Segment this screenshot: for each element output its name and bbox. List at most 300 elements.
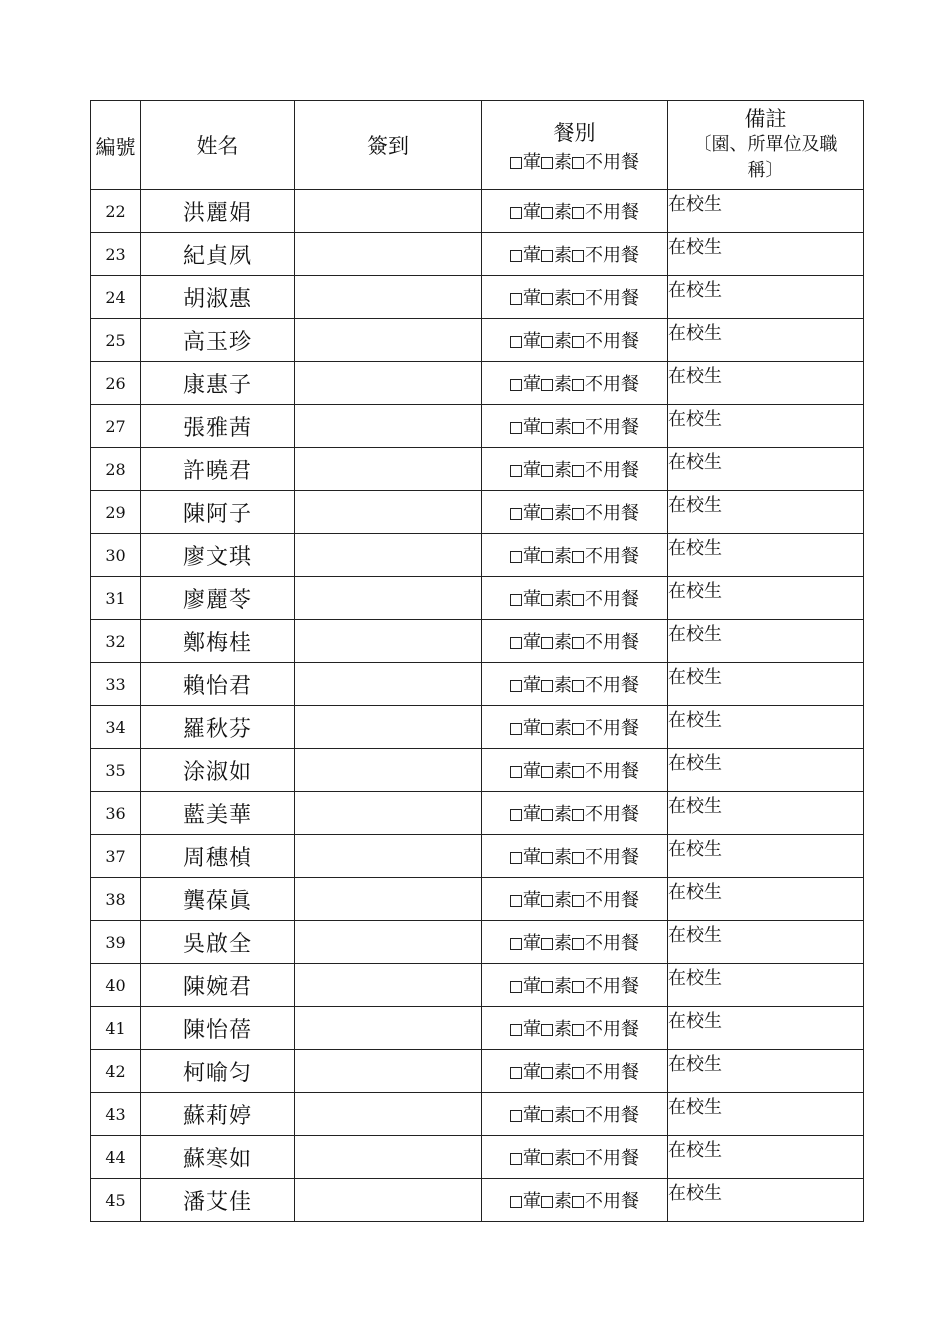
- row-note: 在校生: [668, 878, 864, 921]
- row-name: 陳婉君: [141, 964, 295, 1007]
- meal-option-label: 葷: [523, 245, 541, 266]
- checkbox-icon[interactable]: [572, 422, 584, 434]
- signature-field[interactable]: [295, 1007, 482, 1050]
- meal-option-meat[interactable]: [510, 976, 541, 997]
- checkbox-icon[interactable]: [541, 551, 553, 563]
- checkbox-icon[interactable]: [572, 723, 584, 735]
- table-row: [91, 534, 864, 577]
- meal-choice: [482, 921, 668, 964]
- meal-option-vegetarian[interactable]: [541, 503, 572, 524]
- checkbox-icon[interactable]: [510, 1153, 522, 1165]
- signature-field[interactable]: [295, 1136, 482, 1179]
- meal-option-label: 素: [554, 374, 572, 395]
- checkbox-icon[interactable]: [541, 1110, 553, 1122]
- meal-option-none[interactable]: [572, 847, 639, 868]
- meal-option-label: 素: [554, 288, 572, 309]
- meal-choice: [482, 577, 668, 620]
- meal-option-label: 葷: [523, 1191, 541, 1212]
- meal-option-label: 葷: [523, 976, 541, 997]
- meal-option-none[interactable]: [572, 245, 639, 266]
- checkbox-icon[interactable]: [572, 852, 584, 864]
- header-number: 編號: [91, 101, 141, 190]
- header-note: [668, 101, 864, 190]
- meal-option-none[interactable]: [572, 1062, 639, 1083]
- meal-choice: [482, 1179, 668, 1222]
- meal-option-label: 葷: [523, 718, 541, 739]
- row-number: 42: [91, 1050, 141, 1093]
- meal-option-label: 素: [554, 675, 572, 696]
- meal-option-label: 素: [554, 1105, 572, 1126]
- meal-option-label: 素: [554, 933, 572, 954]
- checkbox-icon[interactable]: [572, 250, 584, 262]
- meal-option-vegetarian[interactable]: [541, 374, 572, 395]
- row-note: 在校生: [668, 1007, 864, 1050]
- meal-choice: [482, 190, 668, 233]
- meal-option-meat[interactable]: [510, 374, 541, 395]
- checkbox-icon[interactable]: [541, 852, 553, 864]
- meal-option-label: 葷: [523, 632, 541, 653]
- meal-option-label: 素: [554, 804, 572, 825]
- meal-option-label: 素: [554, 245, 572, 266]
- checkbox-icon[interactable]: [572, 1153, 584, 1165]
- meal-option-label: 葷: [523, 761, 541, 782]
- meal-choice: [482, 835, 668, 878]
- meal-option-label: 葷: [523, 890, 541, 911]
- row-note: 在校生: [668, 362, 864, 405]
- signature-field[interactable]: [295, 835, 482, 878]
- meal-option-meat[interactable]: [510, 1105, 541, 1126]
- table-row: [91, 491, 864, 534]
- row-note: 在校生: [668, 964, 864, 1007]
- checkbox-icon[interactable]: [510, 379, 522, 391]
- meal-option-vegetarian[interactable]: [541, 331, 572, 352]
- meal-option-vegetarian[interactable]: [541, 1019, 572, 1040]
- meal-option-vegetarian[interactable]: [541, 589, 572, 610]
- meal-choice: [482, 620, 668, 663]
- row-note: 在校生: [668, 1050, 864, 1093]
- meal-option-meat[interactable]: [510, 804, 541, 825]
- checkbox-icon[interactable]: [541, 1024, 553, 1036]
- meal-option-label: 素: [554, 976, 572, 997]
- checkbox-icon[interactable]: [510, 766, 522, 778]
- meal-option-label: 不用餐: [585, 675, 639, 696]
- meal-option-vegetarian[interactable]: [541, 976, 572, 997]
- meal-option-label: 葷: [523, 417, 541, 438]
- signature-field[interactable]: [295, 233, 482, 276]
- meal-option-label: 素: [554, 546, 572, 567]
- row-number: 41: [91, 1007, 141, 1050]
- meal-option-none[interactable]: [572, 1019, 639, 1040]
- meal-option-label: 素: [554, 890, 572, 911]
- meal-option-vegetarian[interactable]: [541, 675, 572, 696]
- meal-choice: [482, 1007, 668, 1050]
- signature-field[interactable]: [295, 1050, 482, 1093]
- row-note: 在校生: [668, 534, 864, 577]
- meal-option-label: 不用餐: [585, 1191, 639, 1212]
- meal-option-vegetarian[interactable]: [541, 761, 572, 782]
- row-note: 在校生: [668, 233, 864, 276]
- meal-option-label: 素: [554, 1062, 572, 1083]
- header-sign-in: 簽到: [295, 101, 482, 190]
- checkbox-icon[interactable]: [510, 938, 522, 950]
- table-row: [91, 921, 864, 964]
- table-row: [91, 577, 864, 620]
- row-number: 44: [91, 1136, 141, 1179]
- row-note: 在校生: [668, 448, 864, 491]
- checkbox-icon[interactable]: [572, 981, 584, 993]
- meal-choice: [482, 1050, 668, 1093]
- meal-option-meat[interactable]: [510, 417, 541, 438]
- checkbox-icon[interactable]: [541, 336, 553, 348]
- meal-option-label: 不用餐: [585, 503, 639, 524]
- meal-choice: [482, 964, 668, 1007]
- checkbox-icon[interactable]: [572, 508, 584, 520]
- checkbox-icon[interactable]: [541, 422, 553, 434]
- row-name: 吳啟全: [141, 921, 295, 964]
- table-row: [91, 663, 864, 706]
- meal-option-none[interactable]: [572, 202, 639, 223]
- signature-field[interactable]: [295, 190, 482, 233]
- signature-field[interactable]: [295, 663, 482, 706]
- meal-option-label: 不用餐: [585, 1019, 639, 1040]
- meal-choice: [482, 749, 668, 792]
- checkbox-icon[interactable]: [572, 1110, 584, 1122]
- row-note: 在校生: [668, 319, 864, 362]
- row-name: 賴怡君: [141, 663, 295, 706]
- row-number: 26: [91, 362, 141, 405]
- checkbox-icon[interactable]: [541, 1067, 553, 1079]
- row-number: 34: [91, 706, 141, 749]
- checkbox-icon[interactable]: [510, 981, 522, 993]
- checkbox-icon[interactable]: [541, 895, 553, 907]
- signature-field[interactable]: [295, 1179, 482, 1222]
- row-name: 潘艾佳: [141, 1179, 295, 1222]
- checkbox-icon[interactable]: [510, 1024, 522, 1036]
- checkbox-icon[interactable]: [510, 680, 522, 692]
- header-meal-options: [482, 150, 667, 176]
- row-number: 22: [91, 190, 141, 233]
- checkbox-icon[interactable]: [510, 637, 522, 649]
- meal-option-vegetarian[interactable]: [541, 1148, 572, 1169]
- meal-option-none[interactable]: [572, 331, 639, 352]
- meal-option-label: 不用餐: [585, 546, 639, 567]
- signature-field[interactable]: [295, 964, 482, 1007]
- roster-table: [90, 100, 864, 1222]
- meal-option-meat[interactable]: [510, 890, 541, 911]
- checkbox-icon[interactable]: [510, 207, 522, 219]
- meal-option-meat[interactable]: [510, 933, 541, 954]
- checkbox-icon[interactable]: [572, 336, 584, 348]
- meal-choice: [482, 276, 668, 319]
- checkbox-icon[interactable]: [541, 723, 553, 735]
- meal-option-meat[interactable]: [510, 1191, 541, 1212]
- checkbox-icon[interactable]: [572, 1024, 584, 1036]
- checkbox-icon[interactable]: [572, 1067, 584, 1079]
- row-name: 羅秋芬: [141, 706, 295, 749]
- checkbox-icon[interactable]: [541, 250, 553, 262]
- row-name: 許曉君: [141, 448, 295, 491]
- meal-option-none[interactable]: [572, 804, 639, 825]
- table-row: [91, 964, 864, 1007]
- header-meal-option-vegetarian: 素: [541, 152, 572, 173]
- meal-option-label: 不用餐: [585, 1062, 639, 1083]
- meal-option-none[interactable]: [572, 503, 639, 524]
- checkbox-icon[interactable]: [541, 766, 553, 778]
- row-note: 在校生: [668, 1136, 864, 1179]
- header-meal-title: 餐別: [553, 121, 596, 145]
- row-number: 33: [91, 663, 141, 706]
- signature-field[interactable]: [295, 577, 482, 620]
- meal-option-vegetarian[interactable]: [541, 417, 572, 438]
- meal-option-label: 不用餐: [585, 1105, 639, 1126]
- meal-option-none[interactable]: [572, 933, 639, 954]
- meal-option-meat[interactable]: [510, 761, 541, 782]
- meal-option-vegetarian[interactable]: [541, 460, 572, 481]
- signature-field[interactable]: [295, 620, 482, 663]
- checkbox-icon[interactable]: [541, 680, 553, 692]
- checkbox-icon[interactable]: [541, 379, 553, 391]
- meal-choice: [482, 663, 668, 706]
- meal-option-vegetarian[interactable]: [541, 245, 572, 266]
- checkbox-icon[interactable]: [510, 422, 522, 434]
- row-number: 38: [91, 878, 141, 921]
- header-row: [91, 101, 864, 190]
- meal-option-vegetarian[interactable]: [541, 202, 572, 223]
- meal-option-meat[interactable]: [510, 245, 541, 266]
- meal-option-vegetarian[interactable]: [541, 1105, 572, 1126]
- meal-option-meat[interactable]: [510, 1019, 541, 1040]
- meal-option-none[interactable]: [572, 1105, 639, 1126]
- meal-option-none[interactable]: [572, 761, 639, 782]
- row-note: 在校生: [668, 405, 864, 448]
- table-row: [91, 190, 864, 233]
- row-number: 27: [91, 405, 141, 448]
- signature-field[interactable]: [295, 921, 482, 964]
- meal-option-meat[interactable]: [510, 546, 541, 567]
- row-name: 洪麗娟: [141, 190, 295, 233]
- meal-option-none[interactable]: [572, 976, 639, 997]
- meal-option-label: 素: [554, 1019, 572, 1040]
- meal-option-meat[interactable]: [510, 288, 541, 309]
- checkbox-icon[interactable]: [572, 680, 584, 692]
- checkbox-icon[interactable]: [541, 293, 553, 305]
- table-row: [91, 233, 864, 276]
- row-name: 廖文琪: [141, 534, 295, 577]
- checkbox-icon[interactable]: [541, 981, 553, 993]
- signature-field[interactable]: [295, 792, 482, 835]
- checkbox-icon[interactable]: [510, 465, 522, 477]
- checkbox-icon[interactable]: [541, 637, 553, 649]
- meal-option-vegetarian[interactable]: [541, 1062, 572, 1083]
- table-row: [91, 405, 864, 448]
- signature-field[interactable]: [295, 534, 482, 577]
- meal-option-label: 葷: [523, 1148, 541, 1169]
- meal-choice: [482, 319, 668, 362]
- checkbox-icon[interactable]: [510, 293, 522, 305]
- meal-option-meat[interactable]: [510, 847, 541, 868]
- meal-option-none[interactable]: [572, 460, 639, 481]
- meal-option-vegetarian[interactable]: [541, 847, 572, 868]
- meal-option-label: 素: [554, 589, 572, 610]
- meal-option-label: 葷: [523, 847, 541, 868]
- meal-option-none[interactable]: [572, 288, 639, 309]
- checkbox-icon[interactable]: [541, 207, 553, 219]
- meal-option-vegetarian[interactable]: [541, 890, 572, 911]
- checkbox-icon[interactable]: [510, 1110, 522, 1122]
- meal-option-label: 不用餐: [585, 331, 639, 352]
- meal-choice: [482, 1093, 668, 1136]
- roster-body: [91, 190, 864, 1222]
- meal-option-none[interactable]: [572, 417, 639, 438]
- meal-option-none[interactable]: [572, 374, 639, 395]
- meal-option-meat[interactable]: [510, 1062, 541, 1083]
- meal-option-none[interactable]: [572, 1191, 639, 1212]
- row-number: 32: [91, 620, 141, 663]
- signature-field[interactable]: [295, 749, 482, 792]
- meal-option-meat[interactable]: [510, 460, 541, 481]
- meal-option-label: 不用餐: [585, 288, 639, 309]
- checkbox-icon[interactable]: [510, 594, 522, 606]
- checkbox-icon[interactable]: [510, 250, 522, 262]
- meal-option-meat[interactable]: [510, 331, 541, 352]
- meal-option-none[interactable]: [572, 675, 639, 696]
- checkbox-icon[interactable]: [572, 766, 584, 778]
- table-row: [91, 319, 864, 362]
- meal-option-none[interactable]: [572, 589, 639, 610]
- checkbox-icon[interactable]: [541, 594, 553, 606]
- signature-field[interactable]: [295, 319, 482, 362]
- row-name: 涂淑如: [141, 749, 295, 792]
- row-name: 藍美華: [141, 792, 295, 835]
- meal-option-label: 葷: [523, 1105, 541, 1126]
- meal-option-label: 不用餐: [585, 374, 639, 395]
- signature-field[interactable]: [295, 878, 482, 921]
- meal-option-vegetarian[interactable]: [541, 288, 572, 309]
- table-row: [91, 792, 864, 835]
- row-number: 35: [91, 749, 141, 792]
- checkbox-icon[interactable]: [510, 723, 522, 735]
- table-row: [91, 1050, 864, 1093]
- meal-option-meat[interactable]: [510, 675, 541, 696]
- meal-option-label: 葷: [523, 589, 541, 610]
- table-row: [91, 620, 864, 663]
- checkbox-icon[interactable]: [541, 1196, 553, 1208]
- signature-field[interactable]: [295, 491, 482, 534]
- checkbox-icon[interactable]: [572, 1196, 584, 1208]
- meal-option-label: 葷: [523, 1019, 541, 1040]
- signature-field[interactable]: [295, 1093, 482, 1136]
- meal-option-meat[interactable]: [510, 632, 541, 653]
- table-row: [91, 1179, 864, 1222]
- meal-option-label: 不用餐: [585, 804, 639, 825]
- checkbox-icon[interactable]: [572, 207, 584, 219]
- signature-field[interactable]: [295, 362, 482, 405]
- row-name: 陳阿子: [141, 491, 295, 534]
- checkbox-icon[interactable]: [572, 895, 584, 907]
- checkbox-icon[interactable]: [510, 852, 522, 864]
- checkbox-icon[interactable]: [541, 465, 553, 477]
- row-note: 在校生: [668, 190, 864, 233]
- meal-option-none[interactable]: [572, 890, 639, 911]
- checkbox-icon[interactable]: [572, 594, 584, 606]
- meal-option-label: 素: [554, 1191, 572, 1212]
- meal-option-label: 葷: [523, 202, 541, 223]
- checkbox-icon[interactable]: [510, 551, 522, 563]
- checkbox-icon[interactable]: [541, 1153, 553, 1165]
- meal-option-none[interactable]: [572, 632, 639, 653]
- meal-option-meat[interactable]: [510, 589, 541, 610]
- table-row: [91, 1136, 864, 1179]
- checkbox-icon[interactable]: [572, 379, 584, 391]
- checkbox-icon[interactable]: [510, 1067, 522, 1079]
- meal-option-vegetarian[interactable]: [541, 718, 572, 739]
- row-name: 蘇寒如: [141, 1136, 295, 1179]
- meal-option-label: 素: [554, 847, 572, 868]
- checkbox-icon[interactable]: [572, 465, 584, 477]
- meal-option-meat[interactable]: [510, 503, 541, 524]
- meal-option-label: 素: [554, 417, 572, 438]
- checkbox-icon[interactable]: [510, 508, 522, 520]
- checkbox-icon[interactable]: [572, 293, 584, 305]
- checkbox-icon[interactable]: [510, 336, 522, 348]
- meal-option-label: 不用餐: [585, 589, 639, 610]
- checkbox-icon[interactable]: [541, 938, 553, 950]
- meal-option-label: 葷: [523, 503, 541, 524]
- meal-option-meat[interactable]: [510, 1148, 541, 1169]
- meal-option-vegetarian[interactable]: [541, 546, 572, 567]
- checkbox-icon[interactable]: [572, 637, 584, 649]
- meal-option-vegetarian[interactable]: [541, 933, 572, 954]
- checkbox-icon[interactable]: [572, 551, 584, 563]
- checkbox-icon[interactable]: [510, 1196, 522, 1208]
- checkbox-icon[interactable]: [572, 809, 584, 821]
- meal-choice: [482, 362, 668, 405]
- meal-option-vegetarian[interactable]: [541, 804, 572, 825]
- checkbox-icon[interactable]: [541, 508, 553, 520]
- checkbox-icon[interactable]: [572, 938, 584, 950]
- row-name: 康惠子: [141, 362, 295, 405]
- signature-field[interactable]: [295, 448, 482, 491]
- checkbox-icon[interactable]: [510, 895, 522, 907]
- meal-option-none[interactable]: [572, 546, 639, 567]
- row-number: 28: [91, 448, 141, 491]
- meal-option-none[interactable]: [572, 1148, 639, 1169]
- checkbox-icon[interactable]: [510, 809, 522, 821]
- meal-option-meat[interactable]: [510, 718, 541, 739]
- meal-option-label: 素: [554, 718, 572, 739]
- meal-option-none[interactable]: [572, 718, 639, 739]
- meal-option-label: 不用餐: [585, 890, 639, 911]
- meal-option-vegetarian[interactable]: [541, 1191, 572, 1212]
- table-row: [91, 362, 864, 405]
- row-number: 39: [91, 921, 141, 964]
- signature-field[interactable]: [295, 405, 482, 448]
- header-name: 姓名: [141, 101, 295, 190]
- meal-option-vegetarian[interactable]: [541, 632, 572, 653]
- signature-field[interactable]: [295, 706, 482, 749]
- table-row: [91, 276, 864, 319]
- signature-field[interactable]: [295, 276, 482, 319]
- meal-option-label: 素: [554, 460, 572, 481]
- meal-option-meat[interactable]: [510, 202, 541, 223]
- row-note: 在校生: [668, 706, 864, 749]
- meal-choice: [482, 878, 668, 921]
- meal-choice: [482, 792, 668, 835]
- row-name: 廖麗苓: [141, 577, 295, 620]
- row-name: 陳怡蓓: [141, 1007, 295, 1050]
- row-name: 高玉珍: [141, 319, 295, 362]
- checkbox-icon[interactable]: [541, 809, 553, 821]
